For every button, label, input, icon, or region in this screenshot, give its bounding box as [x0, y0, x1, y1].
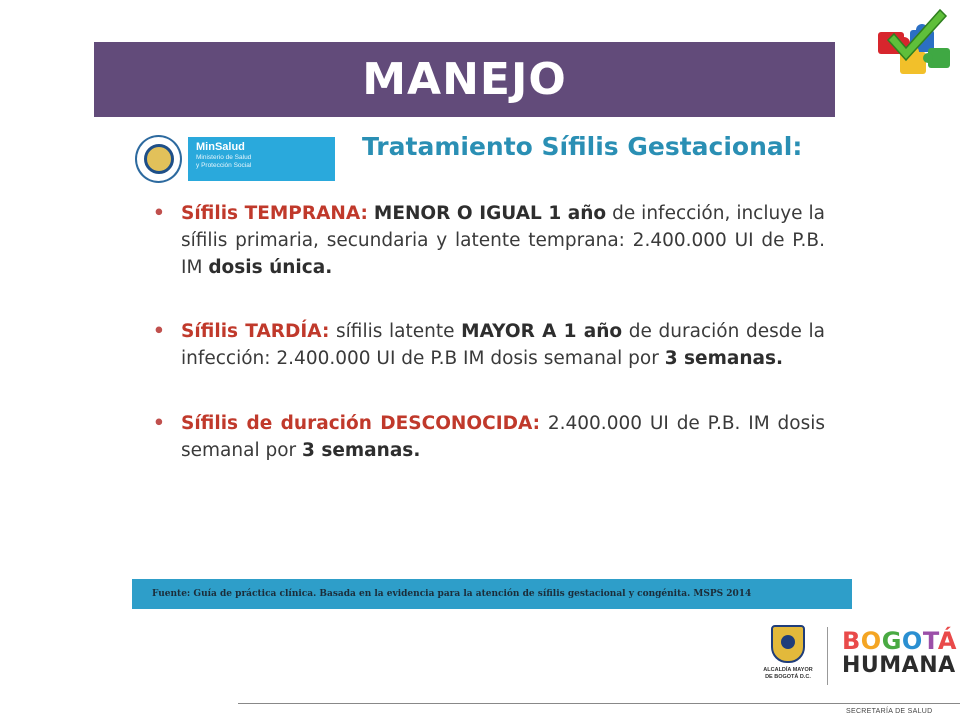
list-item: • Sífilis de duración DESCONOCIDA: 2.400.000 UI de P.B. IM dosis semanal por 3 semanas.	[153, 413, 825, 461]
bullet-emphasis: MAYOR A 1 año	[461, 321, 623, 342]
puzzle-check-icon	[870, 4, 960, 84]
minsalud-subtitle-2: y Protección Social	[196, 162, 252, 169]
secretaria-label: SECRETARÍA DE SALUD	[846, 708, 933, 715]
source-citation: Fuente: Guía de práctica clínica. Basada en la evidencia para la atención de sífilis gestacional y congénita. MSPS 2014	[152, 589, 752, 599]
bullet-label: Sífilis TARDÍA:	[181, 321, 330, 342]
bogota-shield-icon	[771, 625, 805, 663]
list-item: • Sífilis TEMPRANA: MENOR O IGUAL 1 año de infección, incluye la sífilis primaria, secundaria y latente temprana: 2.400.000 UI de P.B. IM dosis única.	[153, 203, 825, 278]
page-title: MANEJO	[362, 54, 567, 105]
bullet-emphasis: 3 semanas.	[664, 348, 784, 369]
minsalud-logo	[135, 135, 335, 183]
bullet-text: 2.400.000 UI de P.B. IM dosis semanal por	[181, 413, 825, 461]
minsalud-name: MinSalud	[196, 141, 245, 153]
bullet-text: de infección, incluye la sífilis primaria, secundaria y latente temprana: 2.400.000 UI de P.B. IM	[181, 203, 825, 278]
humana-wordmark: HUMANA	[842, 653, 956, 678]
bogota-humana-logo	[842, 627, 957, 678]
bullet-emphasis: 3 semanas.	[302, 440, 421, 461]
footer-divider	[238, 703, 960, 704]
source-bar	[132, 579, 852, 609]
bullet-text: de duración desde la infección: 2.400.000 UI de P.B IM dosis semanal por	[181, 321, 825, 369]
section-subtitle: Tratamiento Sífilis Gestacional:	[362, 132, 803, 161]
colombia-seal-icon	[135, 135, 182, 183]
minsalud-subtitle-1: Ministerio de Salud	[196, 154, 252, 161]
alcaldia-logo	[758, 625, 818, 691]
bullet-emphasis: MENOR O IGUAL 1 año	[373, 203, 607, 224]
alcaldia-line-2: DE BOGOTÁ D.C.	[765, 673, 811, 680]
bullet-label: Sífilis de duración DESCONOCIDA:	[181, 413, 540, 434]
title-bar	[94, 42, 835, 117]
bullet-text: sífilis latente	[329, 321, 462, 342]
minsalud-box	[188, 137, 335, 181]
treatment-list	[150, 200, 825, 501]
list-item: • Sífilis TARDÍA: sífilis latente MAYOR A 1 año de duración desde la infección: 2.400.000 UI de P.B IM dosis semanal por 3 semanas.	[153, 321, 825, 369]
logo-divider	[827, 627, 828, 685]
alcaldia-line-1: ALCALDÍA MAYOR	[763, 667, 813, 673]
bogota-wordmark: BOGOTÁ	[842, 627, 957, 655]
bullet-label: Sífilis TEMPRANA:	[181, 203, 368, 224]
bullet-emphasis: dosis única.	[208, 257, 333, 278]
